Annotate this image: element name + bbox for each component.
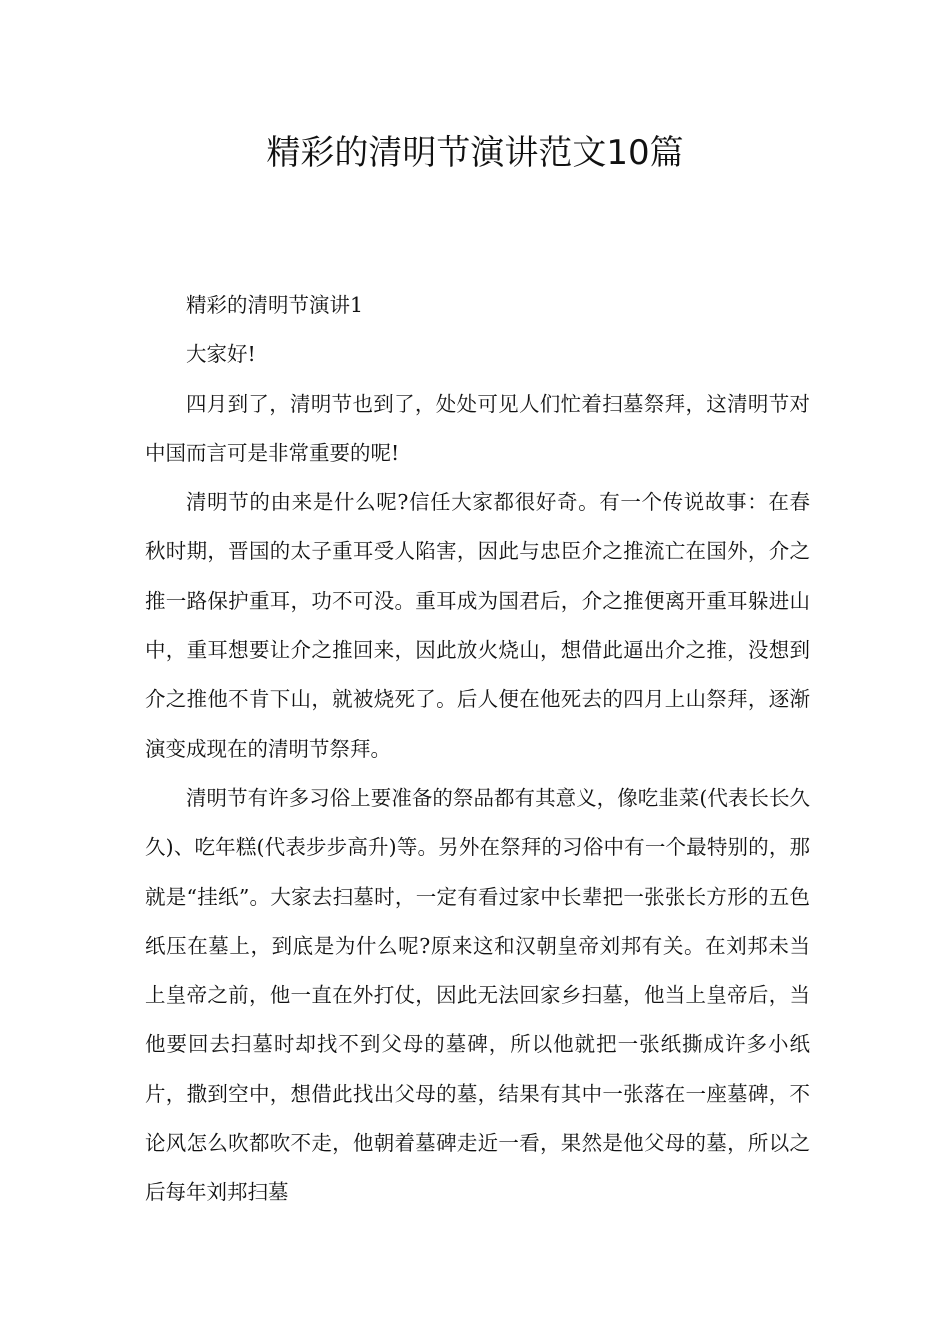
body-paragraph: 清明节有许多习俗上要准备的祭品都有其意义，像吃韭菜(代表长长久久)、吃年糕(代表步步高升)等。另外在祭拜的习俗中有一个最特别的，那就是“挂纸”。大家去扫墓时，一定有看过家中长辈把一张张长方形的五色纸压在墓上，到底是为什么呢?原来这和汉朝皇帝刘邦有关。在刘邦未当上皇帝之前，他一直在外打仗，因此无法回家乡扫墓，他当上皇帝后，当他要回去扫墓时却找不到父母的墓碑，所以他就把一张纸撕成许多小纸片，撒到空中，想借此找出父母的墓，结果有其中一张落在一座墓碑，不论风怎么吹都吹不走，他朝着墓碑走近一看，果然是他父母的墓，所以之后每年刘邦扫墓: [145, 785, 810, 1205]
section-heading: 精彩的清明节演讲1: [186, 293, 364, 317]
body-paragraph: 清明节的由来是什么呢?信任大家都很好奇。有一个传说故事：在春秋时期，晋国的太子重耳受人陷害，因此与忠臣介之推流亡在国外，介之推一路保护重耳，功不可没。重耳成为国君后，介之推便离开重耳躲进山中，重耳想要让介之推回来，因此放火烧山，想借此逼出介之推，没想到介之推他不肯下山，就被烧死了。后人便在他死去的四月上山祭拜，逐渐演变成现在的清明节祭拜。: [145, 490, 810, 761]
document-title: 精彩的清明节演讲范文10篇: [266, 133, 684, 173]
document-body: [145, 281, 810, 1218]
greeting-paragraph: 大家好!: [186, 342, 256, 367]
body-paragraph: 四月到了，清明节也到了，处处可见人们忙着扫墓祭拜，这清明节对中国而言可是非常重要的呢!: [145, 391, 810, 465]
